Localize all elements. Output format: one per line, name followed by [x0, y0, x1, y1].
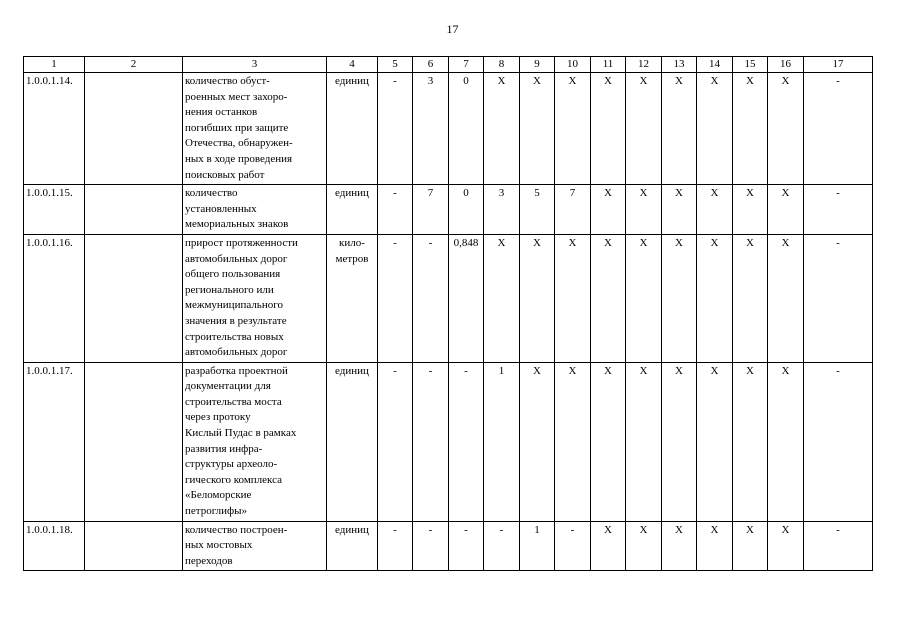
value-cell-col-9: 5: [520, 185, 555, 235]
description-line: значения в результате: [185, 314, 287, 327]
value-cell-col-8: X: [484, 73, 520, 185]
description-line: автомобильных дорог: [185, 252, 288, 265]
description-line: Кислый Пудас в рамках: [185, 427, 297, 440]
description-line: гического комплекса: [185, 473, 283, 486]
value-cell-col-6: -: [413, 521, 449, 571]
description-line: мемориальных знаков: [185, 218, 289, 231]
value-cell-col-17: -: [804, 234, 873, 362]
row-col2: [85, 234, 183, 362]
value-cell-col-8: -: [484, 521, 520, 571]
description-line: строительства моста: [185, 395, 282, 408]
column-header-1: 1: [24, 57, 85, 73]
row-description: [183, 362, 327, 521]
value-cell-col-12: X: [626, 521, 662, 571]
table-header-row: [24, 57, 873, 73]
row-description: [183, 234, 327, 362]
column-header-2: 2: [85, 57, 183, 73]
value-cell-col-17: -: [804, 521, 873, 571]
value-cell-col-12: X: [626, 73, 662, 185]
column-header-15: 15: [733, 57, 768, 73]
description-line: развития инфра-: [185, 442, 263, 455]
value-cell-col-6: -: [413, 234, 449, 362]
value-cell-col-15: X: [733, 234, 768, 362]
value-cell-col-8: X: [484, 234, 520, 362]
row-col2: [85, 185, 183, 235]
column-header-10: 10: [555, 57, 591, 73]
value-cell-col-8: 3: [484, 185, 520, 235]
description-line: погибших при защите: [185, 121, 289, 134]
value-cell-col-14: X: [697, 73, 733, 185]
value-cell-col-16: X: [768, 185, 804, 235]
value-cell-col-16: X: [768, 362, 804, 521]
value-cell-col-13: X: [662, 185, 697, 235]
column-header-5: 5: [378, 57, 413, 73]
table-row: [24, 362, 873, 521]
row-unit: [327, 362, 378, 521]
row-code: 1.0.0.1.18.: [24, 521, 85, 571]
value-cell-col-12: X: [626, 185, 662, 235]
description-line: межмуниципального: [185, 299, 283, 312]
row-unit: [327, 521, 378, 571]
value-cell-col-5: -: [378, 362, 413, 521]
value-cell-col-13: X: [662, 521, 697, 571]
value-cell-col-13: X: [662, 234, 697, 362]
table-row: [24, 521, 873, 571]
value-cell-col-17: -: [804, 73, 873, 185]
column-header-6: 6: [413, 57, 449, 73]
value-cell-col-6: -: [413, 362, 449, 521]
value-cell-col-9: 1: [520, 521, 555, 571]
column-header-7: 7: [449, 57, 484, 73]
description-line: ных в ходе проведения: [185, 152, 293, 165]
row-description: [183, 73, 327, 185]
value-cell-col-17: -: [804, 362, 873, 521]
value-cell-col-7: -: [449, 362, 484, 521]
description-line: автомобильных дорог: [185, 346, 288, 359]
table-row: [24, 234, 873, 362]
value-cell-col-16: X: [768, 73, 804, 185]
value-cell-col-11: X: [591, 185, 626, 235]
column-header-4: 4: [327, 57, 378, 73]
value-cell-col-10: X: [555, 73, 591, 185]
value-cell-col-10: X: [555, 362, 591, 521]
value-cell-col-6: 3: [413, 73, 449, 185]
row-unit: [327, 73, 378, 185]
description-line: количество построен-: [185, 523, 288, 536]
value-cell-col-9: X: [520, 73, 555, 185]
row-code: 1.0.0.1.17.: [24, 362, 85, 521]
column-header-12: 12: [626, 57, 662, 73]
description-line: документации для: [185, 380, 271, 393]
value-cell-col-15: X: [733, 185, 768, 235]
description-line: прирост протяженности: [185, 236, 298, 249]
description-line: структуры археоло-: [185, 458, 278, 471]
value-cell-col-16: X: [768, 234, 804, 362]
value-cell-col-14: X: [697, 185, 733, 235]
table-row: [24, 185, 873, 235]
value-cell-col-11: X: [591, 521, 626, 571]
value-cell-col-7: 0: [449, 185, 484, 235]
value-cell-col-15: X: [733, 521, 768, 571]
indicators-table: [23, 56, 873, 571]
row-col2: [85, 521, 183, 571]
description-line: переходов: [185, 554, 233, 567]
value-cell-col-11: X: [591, 73, 626, 185]
value-cell-col-10: 7: [555, 185, 591, 235]
value-cell-col-15: X: [733, 73, 768, 185]
value-cell-col-14: X: [697, 234, 733, 362]
row-code: 1.0.0.1.15.: [24, 185, 85, 235]
description-line: количество: [185, 187, 238, 200]
row-col2: [85, 362, 183, 521]
value-cell-col-9: X: [520, 362, 555, 521]
value-cell-col-7: 0,848: [449, 234, 484, 362]
description-line: поисковых работ: [185, 168, 265, 181]
unit-line: единиц: [335, 75, 369, 87]
unit-line: метров: [335, 252, 369, 265]
description-line: нения останков: [185, 106, 258, 119]
value-cell-col-5: -: [378, 521, 413, 571]
value-cell-col-7: 0: [449, 73, 484, 185]
description-line: ных мостовых: [185, 539, 253, 552]
row-description: [183, 185, 327, 235]
unit-line: единиц: [335, 364, 369, 377]
description-line: Отечества, обнаружен-: [185, 137, 293, 150]
row-col2: [85, 73, 183, 185]
table-row: [24, 73, 873, 185]
column-header-9: 9: [520, 57, 555, 73]
row-description: [183, 521, 327, 571]
value-cell-col-7: -: [449, 521, 484, 571]
value-cell-col-11: X: [591, 234, 626, 362]
value-cell-col-10: -: [555, 521, 591, 571]
description-line: роенных мест захоро-: [185, 90, 288, 103]
value-cell-col-5: -: [378, 185, 413, 235]
description-line: регионального или: [185, 283, 274, 296]
row-code: 1.0.0.1.14.: [24, 73, 85, 185]
value-cell-col-16: X: [768, 521, 804, 571]
value-cell-col-13: X: [662, 362, 697, 521]
row-unit: [327, 185, 378, 235]
description-line: «Беломорские: [185, 489, 252, 502]
column-header-17: 17: [804, 57, 873, 73]
value-cell-col-14: X: [697, 521, 733, 571]
column-header-14: 14: [697, 57, 733, 73]
value-cell-col-9: X: [520, 234, 555, 362]
column-header-3: 3: [183, 57, 327, 73]
value-cell-col-6: 7: [413, 185, 449, 235]
page-number: 17: [446, 22, 459, 36]
column-header-13: 13: [662, 57, 697, 73]
row-unit: [327, 234, 378, 362]
column-header-16: 16: [768, 57, 804, 73]
column-header-11: 11: [591, 57, 626, 73]
value-cell-col-5: -: [378, 73, 413, 185]
value-cell-col-12: X: [626, 234, 662, 362]
value-cell-col-13: X: [662, 73, 697, 185]
value-cell-col-10: X: [555, 234, 591, 362]
value-cell-col-17: -: [804, 185, 873, 235]
description-line: строительства новых: [185, 330, 284, 343]
value-cell-col-8: 1: [484, 362, 520, 521]
value-cell-col-14: X: [697, 362, 733, 521]
description-line: количество обуст-: [185, 75, 270, 87]
value-cell-col-12: X: [626, 362, 662, 521]
description-line: общего пользования: [185, 268, 281, 281]
description-line: петроглифы»: [185, 505, 248, 518]
value-cell-col-15: X: [733, 362, 768, 521]
unit-line: единиц: [335, 187, 369, 200]
row-code: 1.0.0.1.16.: [24, 234, 85, 362]
description-line: разработка проектной: [185, 364, 288, 377]
unit-line: кило-: [339, 236, 365, 249]
value-cell-col-5: -: [378, 234, 413, 362]
description-line: через протоку: [185, 411, 251, 424]
value-cell-col-11: X: [591, 362, 626, 521]
description-line: установленных: [185, 202, 257, 215]
column-header-8: 8: [484, 57, 520, 73]
unit-line: единиц: [335, 523, 369, 536]
